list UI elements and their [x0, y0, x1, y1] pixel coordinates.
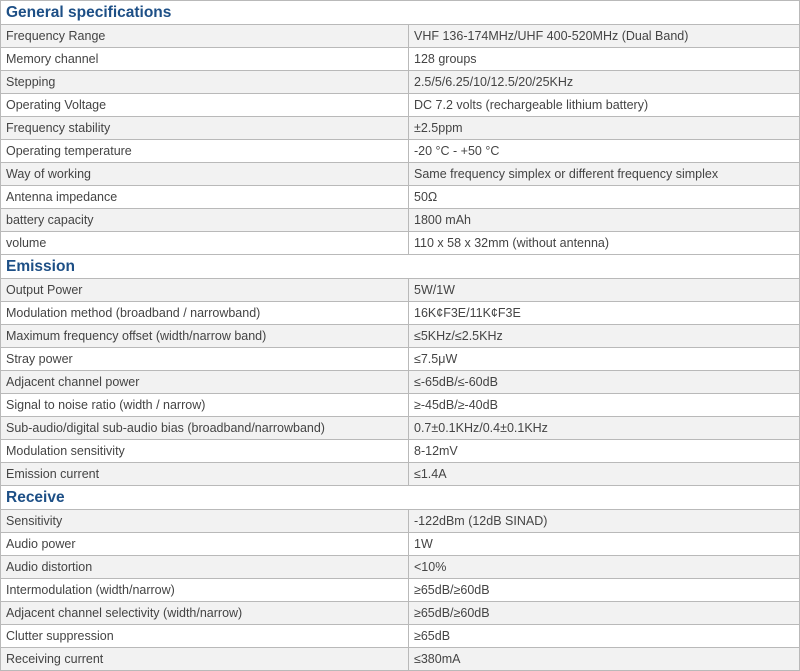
- spec-label: Modulation sensitivity: [1, 440, 409, 463]
- spec-label: Way of working: [1, 163, 409, 186]
- spec-value: <10%: [409, 556, 800, 579]
- spec-value: ≤380mA: [409, 648, 800, 671]
- table-row: [1, 348, 800, 371]
- spec-value: 128 groups: [409, 48, 800, 71]
- spec-label: Receiving current: [1, 648, 409, 671]
- table-row: [1, 463, 800, 486]
- spec-label: volume: [1, 232, 409, 255]
- section-header: [1, 1, 800, 25]
- spec-label: battery capacity: [1, 209, 409, 232]
- spec-value: ≤1.4A: [409, 463, 800, 486]
- spec-label: Audio power: [1, 533, 409, 556]
- spec-label: Stray power: [1, 348, 409, 371]
- table-row: [1, 556, 800, 579]
- spec-label: Adjacent channel power: [1, 371, 409, 394]
- spec-value: 8-12mV: [409, 440, 800, 463]
- spec-value: 1800 mAh: [409, 209, 800, 232]
- spec-label: Modulation method (broadband / narrowband): [1, 302, 409, 325]
- table-row: [1, 325, 800, 348]
- spec-label: Frequency Range: [1, 25, 409, 48]
- spec-value: ≤5KHz/≤2.5KHz: [409, 325, 800, 348]
- table-row: [1, 625, 800, 648]
- spec-value: 1W: [409, 533, 800, 556]
- table-row: [1, 302, 800, 325]
- table-row: [1, 394, 800, 417]
- table-row: [1, 579, 800, 602]
- section-title: Receive: [1, 486, 800, 510]
- table-row: [1, 417, 800, 440]
- spec-value: 50Ω: [409, 186, 800, 209]
- section-title: Emission: [1, 255, 800, 279]
- spec-label: Sensitivity: [1, 510, 409, 533]
- section-title: General specifications: [1, 1, 800, 25]
- table-row: [1, 140, 800, 163]
- table-row: [1, 48, 800, 71]
- spec-value: 110 x 58 x 32mm (without antenna): [409, 232, 800, 255]
- spec-value: ≤7.5μW: [409, 348, 800, 371]
- table-row: [1, 71, 800, 94]
- table-row: [1, 25, 800, 48]
- spec-value: ≥65dB: [409, 625, 800, 648]
- spec-value: Same frequency simplex or different frequency simplex: [409, 163, 800, 186]
- spec-value: DC 7.2 volts (rechargeable lithium battery): [409, 94, 800, 117]
- spec-label: Memory channel: [1, 48, 409, 71]
- spec-value: ≥65dB/≥60dB: [409, 602, 800, 625]
- spec-label: Adjacent channel selectivity (width/narrow): [1, 602, 409, 625]
- spec-label: Stepping: [1, 71, 409, 94]
- table-row: [1, 510, 800, 533]
- table-row: [1, 440, 800, 463]
- table-row: [1, 209, 800, 232]
- spec-value: VHF 136-174MHz/UHF 400-520MHz (Dual Band): [409, 25, 800, 48]
- spec-label: Antenna impedance: [1, 186, 409, 209]
- spec-value: ≥65dB/≥60dB: [409, 579, 800, 602]
- spec-label: Frequency stability: [1, 117, 409, 140]
- table-row: [1, 648, 800, 671]
- spec-label: Signal to noise ratio (width / narrow): [1, 394, 409, 417]
- section-header: [1, 255, 800, 279]
- spec-value: -122dBm (12dB SINAD): [409, 510, 800, 533]
- table-row: [1, 279, 800, 302]
- table-row: [1, 533, 800, 556]
- spec-label: Intermodulation (width/narrow): [1, 579, 409, 602]
- spec-value: -20 °C - +50 °C: [409, 140, 800, 163]
- spec-label: Sub-audio/digital sub-audio bias (broadband/narrowband): [1, 417, 409, 440]
- spec-value: 0.7±0.1KHz/0.4±0.1KHz: [409, 417, 800, 440]
- spec-value: 5W/1W: [409, 279, 800, 302]
- table-row: [1, 232, 800, 255]
- table-row: [1, 94, 800, 117]
- spec-value: ≥-45dB/≥-40dB: [409, 394, 800, 417]
- spec-value: 2.5/5/6.25/10/12.5/20/25KHz: [409, 71, 800, 94]
- spec-label: Maximum frequency offset (width/narrow band): [1, 325, 409, 348]
- spec-label: Clutter suppression: [1, 625, 409, 648]
- spec-label: Operating Voltage: [1, 94, 409, 117]
- table-row: [1, 117, 800, 140]
- spec-label: Operating temperature: [1, 140, 409, 163]
- spec-label: Audio distortion: [1, 556, 409, 579]
- section-header: [1, 486, 800, 510]
- spec-label: Output Power: [1, 279, 409, 302]
- spec-value: 16K¢F3E/11K¢F3E: [409, 302, 800, 325]
- table-row: [1, 186, 800, 209]
- spec-value: ±2.5ppm: [409, 117, 800, 140]
- table-row: [1, 163, 800, 186]
- table-row: [1, 602, 800, 625]
- table-row: [1, 371, 800, 394]
- spec-label: Emission current: [1, 463, 409, 486]
- spec-value: ≤-65dB/≤-60dB: [409, 371, 800, 394]
